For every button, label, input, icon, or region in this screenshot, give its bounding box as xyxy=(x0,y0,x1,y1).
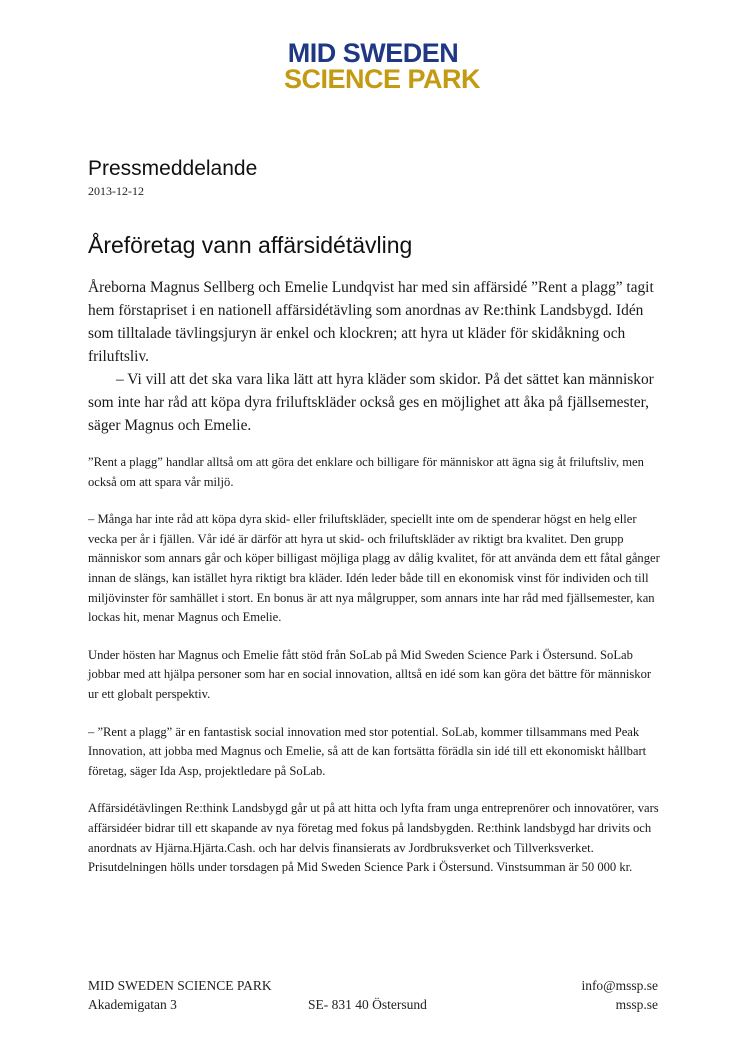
logo-line-2: SCIENCE PARK xyxy=(283,64,481,94)
logo-line-1: MID SWEDEN xyxy=(287,38,459,68)
body-paragraph-1: ”Rent a plagg” handlar alltså om att göra det enklare och billigare för människor att ägna sig åt friluftsliv, men också om att spara vår miljö. xyxy=(88,455,644,489)
company-logo xyxy=(0,40,746,92)
body-paragraph-4: – ”Rent a plagg” är en fantastisk social innovation med stor potential. SoLab, kommer tillsammans med Peak Innovation, att jobba med Magnus och Emelie, så att de kan fortsätta förädla sin idé till ett ekonomiskt hållbart företag, säger Ida Asp, projektledare på SoLab. xyxy=(88,724,647,778)
footer-web[interactable]: mssp.se xyxy=(615,997,658,1012)
page-footer xyxy=(88,976,658,1014)
footer-address: Akademigatan 3 xyxy=(88,997,177,1012)
footer-postal: SE- 831 40 Östersund xyxy=(308,997,427,1012)
body-paragraph-2: – Många har inte råd att köpa dyra skid- eller friluftskläder, speciellt inte om de spenderar högst en helg eller vecka per år i fjällen. Vår idé är därför att hyra ut skid- och friluftskläder av riktigt bra kvalitet. Den grupp människor som annars går och köper billigast möjliga plagg av dålig kvalitet, för att använda dem ett fåtal gånger innan de slängs, kan istället hyra riktigt bra kläder. Idén leder både till en ekonomisk vinst för individen och till miljövinster för samhället i stort. En bonus är att nya målgrupper, som annars inte har råd med fjällsemester, kan lockas hit, menar Magnus och Emelie. xyxy=(88,512,660,625)
document-date: 2013-12-12 xyxy=(88,184,144,198)
footer-email[interactable]: info@mssp.se xyxy=(581,978,658,993)
lead-paragraph-2: – Vi vill att det ska vara lika lätt att hyra kläder som skidor. På det sättet kan människor som inte har råd att köpa dyra friluftskläder också ges en möjlighet att åka på fjällsemester, säger Magnus och Emelie. xyxy=(88,371,654,434)
document-type: Pressmeddelande xyxy=(88,157,258,180)
footer-org: MID SWEDEN SCIENCE PARK xyxy=(88,978,272,993)
body-paragraph-6: Prisutdelningen hölls under torsdagen på Mid Sweden Science Park i Östersund. Vinstsumman är 50 000 kr. xyxy=(88,860,633,875)
article-content xyxy=(88,276,662,878)
lead-section xyxy=(88,276,662,437)
lead-paragraph-1: Åreborna Magnus Sellberg och Emelie Lundqvist har med sin affärsidé ”Rent a plagg” tagit hem förstapriset i en nationell affärsidétävling som anordnas av Re:think Landsbygd. Idén som tilltalade tävlingsjuryn är enkel och klockren; att hyra ut kläder för skidåkning och friluftsliv. xyxy=(88,279,654,365)
footer-row-2 xyxy=(88,995,658,1014)
body-paragraph-3: Under hösten har Magnus och Emelie fått stöd från SoLab på Mid Sweden Science Park i Östersund. SoLab jobbar med att hjälpa personer som har en social innovation, alltså en idé som kan göra det bättre för människor ur ett globalt perspektiv. xyxy=(88,647,652,701)
body-paragraph-5: Affärsidétävlingen Re:think Landsbygd går ut på att hitta och lyfta fram unga entreprenörer och innovatörer, vars affärsidéer bidrar till ett skapande av nya företag med fokus på landsbygden. Re:think landsbygd har drivits och anordnats av Hjärna.Hjärta.Cash. och har delvis finansierats av Jordbruksverket och Tillverksverket. xyxy=(88,801,659,855)
body-section xyxy=(88,453,662,878)
footer-row-1 xyxy=(88,976,658,995)
headline: Åreföretag vann affärsidétävling xyxy=(88,232,413,258)
